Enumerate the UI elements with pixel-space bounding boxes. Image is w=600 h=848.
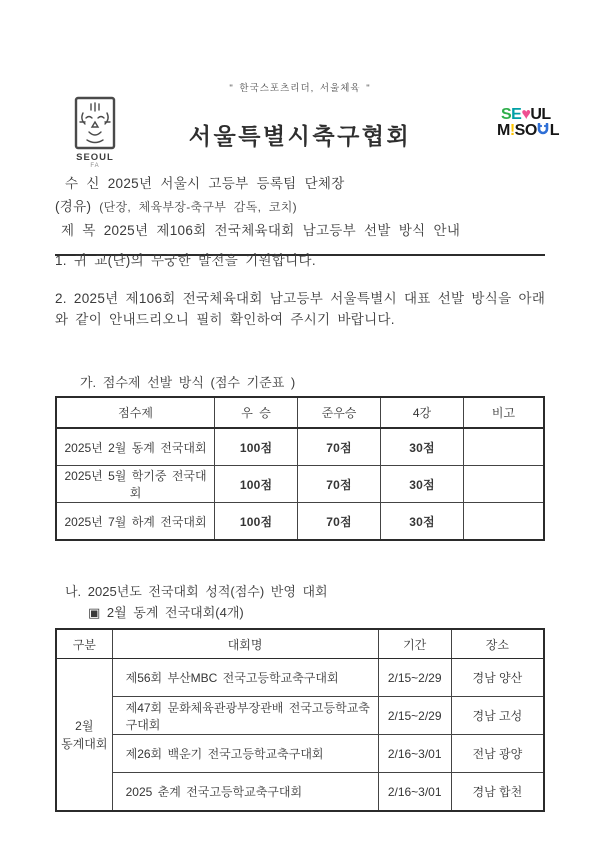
win-points: 100점 bbox=[215, 503, 298, 541]
section-b-subheading: ▣ 2월 동계 전국대회(4개) bbox=[88, 605, 244, 620]
event-period: 2/15~2/29 bbox=[378, 697, 451, 735]
tiger-emblem-icon bbox=[74, 96, 116, 150]
col-header-runnerup: 준우승 bbox=[298, 397, 381, 428]
subject-line bbox=[55, 219, 545, 242]
event-name: 제56회 부산MBC 전국고등학교축구대회 bbox=[112, 659, 378, 697]
semifinal-points: 30점 bbox=[381, 466, 464, 503]
recipient-value: 2025년 서울시 고등부 등록팀 단체장 bbox=[107, 176, 345, 191]
event-period: 2/16~3/01 bbox=[378, 735, 451, 773]
event-table-header-row bbox=[56, 629, 544, 659]
brand-line-2: M!SO L bbox=[497, 122, 560, 139]
header-slogan: " 한국스포츠리더, 서울체육 " bbox=[229, 83, 371, 94]
win-points: 100점 bbox=[215, 466, 298, 503]
win-points: 100점 bbox=[215, 428, 298, 466]
table-row bbox=[56, 773, 544, 812]
recipient-label: 수 신 bbox=[65, 176, 100, 191]
runnerup-points: 70점 bbox=[298, 466, 381, 503]
fa-logo-sub: FA bbox=[90, 163, 100, 169]
table-row bbox=[56, 428, 544, 466]
event-period: 2/16~3/01 bbox=[378, 773, 451, 812]
event-name: 2025 춘계 전국고등학교축구대회 bbox=[112, 773, 378, 812]
col-header-location: 장소 bbox=[451, 629, 544, 659]
seoul-my-soul-logo bbox=[497, 106, 591, 139]
note-cell bbox=[463, 428, 544, 466]
event-name: 제26회 백운기 전국고등학교축구대회 bbox=[112, 735, 378, 773]
letter-body bbox=[55, 250, 550, 330]
section-b-heading: 나. 2025년도 전국대회 성적(점수) 반영 대회 bbox=[65, 584, 328, 599]
event-name: 제47회 문화체육관광부장관배 전국고등학교축구대회 bbox=[112, 697, 378, 735]
smile-icon bbox=[537, 123, 549, 136]
runnerup-points: 70점 bbox=[298, 503, 381, 541]
page-title: 서울특별시축구협회 bbox=[188, 123, 412, 149]
note-cell bbox=[463, 503, 544, 541]
paragraph-2: 2. 2025년 제106회 전국체육대회 남고등부 서울특별시 대표 선발 방식을 아래와 같이 안내드리오니 필히 확인하여 주시기 바랍니다. bbox=[55, 291, 546, 327]
event-name: 2025년 5월 학기중 전국대회 bbox=[56, 466, 215, 503]
paragraph-1: 1. 귀 교(단)의 무궁한 발전을 기원합니다. bbox=[55, 253, 316, 268]
table-row bbox=[56, 466, 544, 503]
table-row bbox=[56, 735, 544, 773]
event-name: 2025년 2월 동계 전국대회 bbox=[56, 428, 215, 466]
exclamation-icon: ! bbox=[509, 122, 515, 139]
event-location: 전남 광양 bbox=[451, 735, 544, 773]
recipient-line bbox=[55, 172, 545, 195]
section-a-heading: 가. 점수제 선발 방식 (점수 기준표 ) bbox=[80, 375, 296, 390]
fa-logo-text: SEOUL bbox=[76, 152, 114, 163]
col-header-semifinal: 4강 bbox=[381, 397, 464, 428]
subject-label: 제 목 bbox=[61, 223, 96, 238]
via-value: (단장, 체육부장-축구부 감독, 코치) bbox=[99, 200, 297, 214]
winter-events-table bbox=[55, 628, 545, 812]
col-header-period: 기간 bbox=[378, 629, 451, 659]
event-location: 경남 합천 bbox=[451, 773, 544, 812]
score-criteria-table bbox=[55, 396, 545, 541]
group-cell bbox=[56, 659, 112, 812]
subject-value: 2025년 제106회 전국체육대회 남고등부 선발 방식 안내 bbox=[103, 223, 461, 238]
event-location: 경남 고성 bbox=[451, 697, 544, 735]
semifinal-points: 30점 bbox=[381, 503, 464, 541]
group-line-1: 2월 bbox=[75, 718, 94, 733]
col-header-note: 비고 bbox=[463, 397, 544, 428]
event-period: 2/15~2/29 bbox=[378, 659, 451, 697]
via-line bbox=[55, 195, 545, 219]
letter-meta bbox=[55, 172, 545, 256]
col-header-category: 점수제 bbox=[56, 397, 215, 428]
semifinal-points: 30점 bbox=[381, 428, 464, 466]
brand-line-1: SE♥UL bbox=[501, 106, 551, 123]
table-row bbox=[56, 503, 544, 541]
table-row bbox=[56, 659, 544, 697]
runnerup-points: 70점 bbox=[298, 428, 381, 466]
note-cell bbox=[463, 466, 544, 503]
score-table-header-row bbox=[56, 397, 544, 428]
heart-icon: ♥ bbox=[521, 106, 531, 123]
col-header-group: 구분 bbox=[56, 629, 112, 659]
event-location: 경남 양산 bbox=[451, 659, 544, 697]
col-header-event: 대회명 bbox=[112, 629, 378, 659]
col-header-winner: 우 승 bbox=[215, 397, 298, 428]
table-row bbox=[56, 697, 544, 735]
event-name: 2025년 7월 하계 전국대회 bbox=[56, 503, 215, 541]
seoul-fa-logo bbox=[68, 96, 122, 169]
group-line-2: 동계대회 bbox=[61, 736, 108, 751]
via-label: (경유) bbox=[55, 199, 92, 214]
